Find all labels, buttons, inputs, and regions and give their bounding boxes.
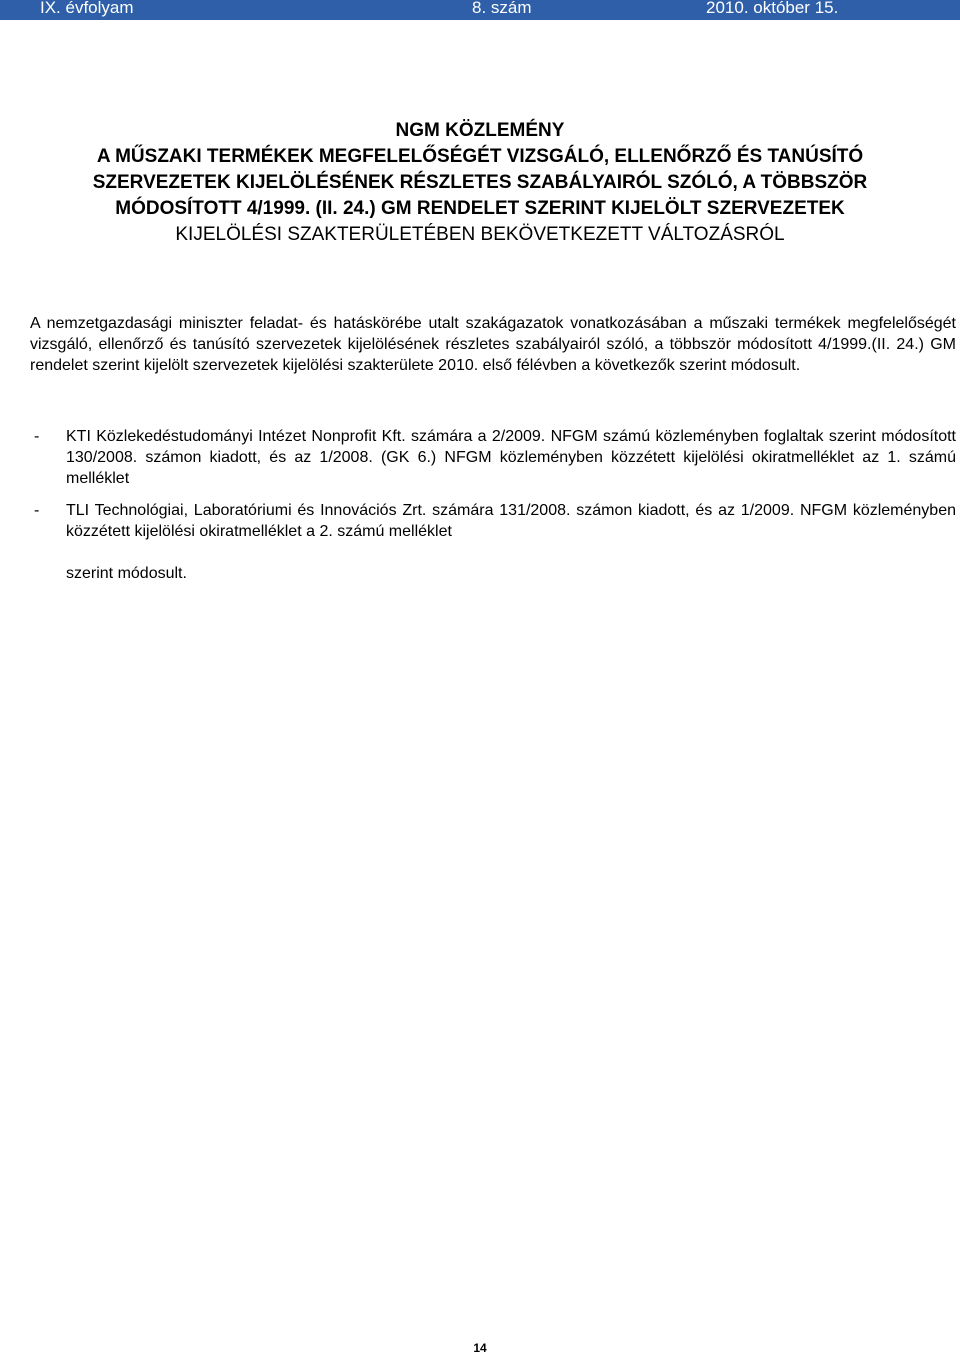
- title-line-1: NGM KÖZLEMÉNY: [395, 120, 565, 141]
- list-item-text: TLI Technológiai, Laboratóriumi és Innovációs Zrt. számára 131/2008. számon kiadott, és az 1/2009. NFGM közleményben közzétett kijelölési okiratmelléklet a 2. számú melléklet: [66, 502, 956, 540]
- header-volume: IX. évfolyam: [40, 0, 134, 17]
- list-dash: -: [34, 428, 40, 445]
- title-line-4: MÓDOSÍTOTT 4/1999. (II. 24.) GM RENDELET SZERINT KIJELÖLT SZERVEZETEK: [115, 198, 845, 219]
- intro-paragraph: A nemzetgazdasági miniszter feladat- és hatáskörébe utalt szakágazatok vonatkozásában a műszaki termékek megfelelőségét vizsgáló, ellenőrző és tanúsító szervezetek kijelölésének részletes szabályairól szóló, a többször módosított 4/1999.(II. 24.) GM rendelet szerint kijelölt szervezetek kijelölési szakterülete 2010. első félévben a következők szerint módosult.: [30, 315, 956, 374]
- header-issue: 8. szám: [472, 0, 532, 17]
- page-header-bar: [0, 0, 960, 20]
- page-number: 14: [473, 1341, 487, 1355]
- title-line-5: KIJELÖLÉSI SZAKTERÜLETÉBEN BEKÖVETKEZETT VÁLTOZÁSRÓL: [175, 224, 785, 245]
- document-title: [30, 118, 930, 248]
- header-date: 2010. október 15.: [706, 0, 839, 17]
- list-item: [30, 426, 956, 489]
- list-dash: -: [34, 502, 40, 519]
- list-item-text: KTI Közlekedéstudományi Intézet Nonprofit Kft. számára a 2/2009. NFGM számú közleményben foglaltak szerint módosított 130/2008. számon kiadott, és az 1/2008. (GK 6.) NFGM közleményben közzétett kijelölési okiratmelléklet az 1. számú melléklet: [66, 428, 956, 487]
- title-line-3: SZERVEZETEK KIJELÖLÉSÉNEK RÉSZLETES SZABÁLYAIRÓL SZÓLÓ, A TÖBBSZÖR: [92, 172, 868, 193]
- title-line-2: A MŰSZAKI TERMÉKEK MEGFELELŐSÉGÉT VIZSGÁLÓ, ELLENŐRZŐ ÉS TANÚSÍTÓ: [96, 146, 864, 167]
- closing-text: szerint módosult.: [66, 565, 187, 582]
- list-item: [30, 500, 956, 542]
